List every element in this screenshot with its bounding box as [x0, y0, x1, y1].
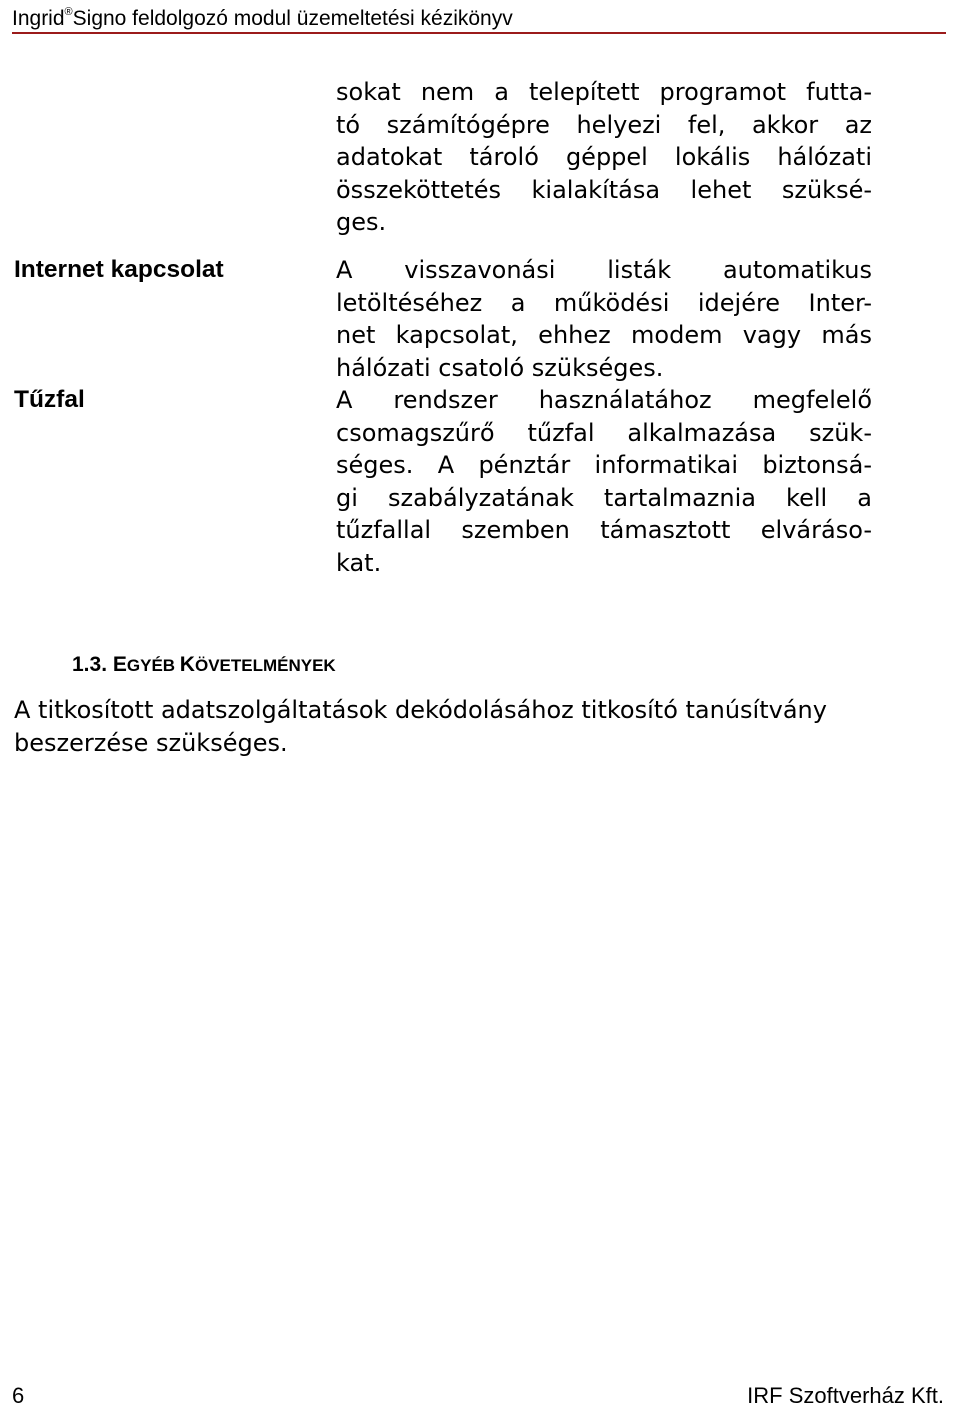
text-line: net kapcsolat, ehhez modem vagy más [336, 321, 872, 349]
text-line: hálózati csatoló szükséges. [336, 353, 664, 382]
header-title-part1: Ingrid [12, 7, 65, 30]
section-title [113, 653, 336, 676]
section-title-initial: E [112, 653, 127, 676]
header-title-part2: Signo feldolgozó modul üzemeltetési kézikönyv [72, 7, 513, 30]
section-title-rest: ÖVETELMÉNYEK [194, 656, 336, 675]
text-line: adatokat tároló géppel lokális hálózati [336, 143, 872, 171]
text-line: csomagszűrő tűzfal alkalmazása szük- [336, 418, 872, 447]
footer-company: IRF Szoftverház Kft. [747, 1383, 944, 1408]
text-line: összeköttetés kialakítása lehet szüksé- [336, 175, 872, 204]
text-line: séges. A pénztár informatikai biztonsá- [336, 451, 872, 479]
page-header [12, 0, 946, 34]
section-title-initial: K [179, 653, 195, 676]
page-number: 6 [12, 1383, 25, 1408]
section-number: 1.3. [72, 653, 108, 676]
text-line: A rendszer használatához megfelelő [336, 386, 872, 414]
text-line: tűzfallal szemben támasztott elváráso- [336, 516, 872, 544]
text-line: gi szabályzatának tartalmaznia kell a [336, 483, 872, 512]
text-line: letöltéséhez a működési idejére Inter- [336, 288, 872, 317]
definition-body-internet [336, 254, 872, 384]
text-line: A visszavonási listák automatikus [336, 256, 872, 284]
definition-term-internet: Internet kapcsolat [14, 256, 224, 283]
text-line: sokat nem a telepített programot futta- [336, 78, 872, 106]
intro-continuation [336, 76, 872, 239]
section-title-rest: GYÉB [126, 656, 180, 675]
registered-mark: ® [64, 6, 73, 18]
text-line: tó számítógépre helyezi fel, akkor az [336, 110, 872, 139]
text-line: kat. [336, 548, 382, 577]
definition-body-firewall [336, 384, 872, 579]
definition-term-firewall: Tűzfal [14, 386, 85, 413]
section-heading [72, 650, 336, 681]
section-paragraph: A titkosított adatszolgáltatások dekódolásához titkosító tanúsítvány beszerzése szükséges. [14, 696, 827, 757]
text-line: ges. [336, 208, 387, 236]
